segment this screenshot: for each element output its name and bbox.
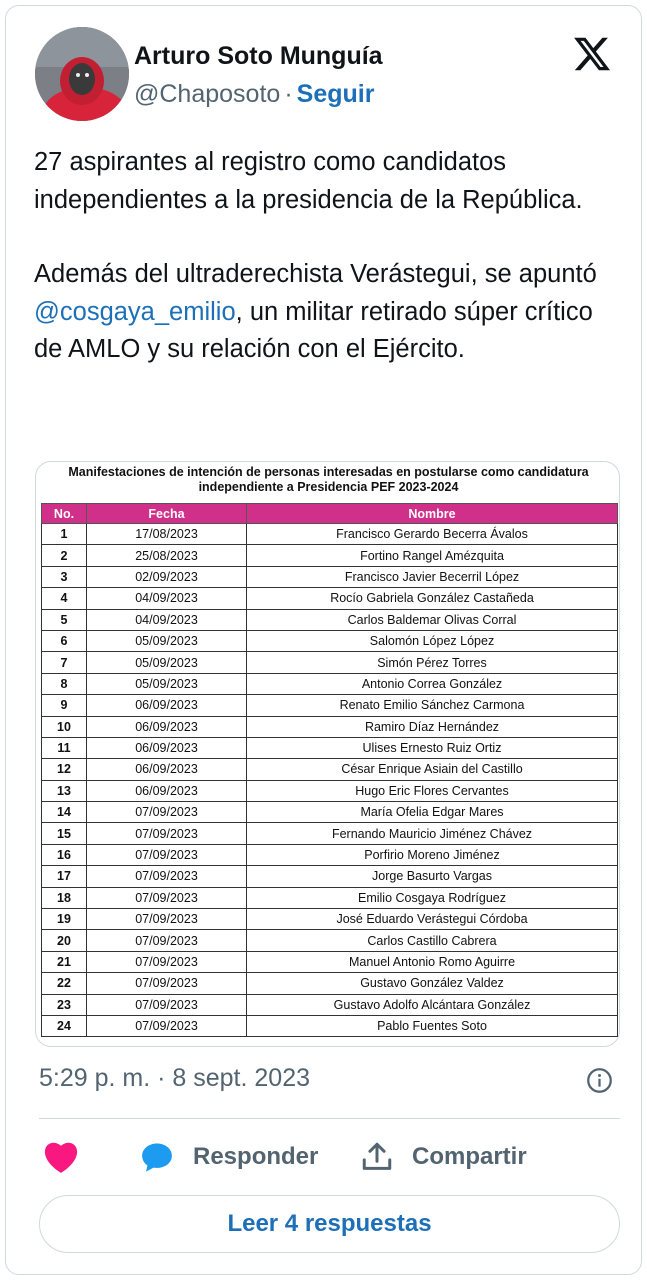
row-number: 24 xyxy=(42,1015,87,1036)
table-row xyxy=(42,630,618,651)
row-date: 06/09/2023 xyxy=(87,780,247,801)
row-number: 19 xyxy=(42,909,87,930)
table-row xyxy=(42,802,618,823)
row-name: José Eduardo Verástegui Córdoba xyxy=(247,909,618,930)
row-date: 05/09/2023 xyxy=(87,630,247,651)
row-date: 04/09/2023 xyxy=(87,609,247,630)
row-number: 7 xyxy=(42,652,87,673)
table-body xyxy=(42,524,618,1037)
row-name: Antonio Correa González xyxy=(247,673,618,694)
tweet-image[interactable] xyxy=(35,461,620,1047)
document-title-line-1: Manifestaciones de intención de personas interesadas en postularse como candidatura xyxy=(68,465,589,479)
avatar[interactable] xyxy=(35,27,129,121)
table-row xyxy=(42,1015,618,1036)
row-number: 1 xyxy=(42,524,87,545)
row-date: 04/09/2023 xyxy=(87,588,247,609)
table-row xyxy=(42,652,618,673)
row-date: 06/09/2023 xyxy=(87,695,247,716)
row-date: 07/09/2023 xyxy=(87,1015,247,1036)
mention-link[interactable]: @cosgaya_emilio xyxy=(34,297,236,326)
row-date: 05/09/2023 xyxy=(87,673,247,694)
row-name: Gustavo González Valdez xyxy=(247,973,618,994)
header-no: No. xyxy=(42,504,87,524)
row-date: 07/09/2023 xyxy=(87,802,247,823)
follow-button[interactable]: Seguir xyxy=(296,80,375,108)
row-number: 20 xyxy=(42,930,87,951)
share-label: Compartir xyxy=(412,1143,527,1170)
table-row xyxy=(42,909,618,930)
row-number: 23 xyxy=(42,994,87,1015)
info-icon[interactable] xyxy=(586,1067,613,1094)
row-number: 2 xyxy=(42,545,87,566)
document-title-line-2: independiente a Presidencia PEF 2023-2024 xyxy=(198,480,459,494)
row-number: 6 xyxy=(42,630,87,651)
row-date: 07/09/2023 xyxy=(87,866,247,887)
row-date: 06/09/2023 xyxy=(87,759,247,780)
row-name: Hugo Eric Flores Cervantes xyxy=(247,780,618,801)
table-row xyxy=(42,737,618,758)
row-date: 07/09/2023 xyxy=(87,951,247,972)
x-logo-icon[interactable] xyxy=(571,34,613,74)
document-title xyxy=(36,465,620,495)
row-name: César Enrique Asiain del Castillo xyxy=(247,759,618,780)
reply-label: Responder xyxy=(193,1143,319,1170)
row-name: Fortino Rangel Amézquita xyxy=(247,545,618,566)
table-row xyxy=(42,524,618,545)
separator: · xyxy=(284,80,293,108)
table-row xyxy=(42,588,618,609)
row-name: Carlos Baldemar Olivas Corral xyxy=(247,609,618,630)
handle-row xyxy=(134,80,374,109)
like-button[interactable] xyxy=(43,1139,79,1175)
registrants-table xyxy=(41,503,618,1037)
row-name: Porfirio Moreno Jiménez xyxy=(247,844,618,865)
table-row xyxy=(42,930,618,951)
row-date: 02/09/2023 xyxy=(87,566,247,587)
row-date: 07/09/2023 xyxy=(87,930,247,951)
row-number: 13 xyxy=(42,780,87,801)
table-row xyxy=(42,994,618,1015)
row-date: 07/09/2023 xyxy=(87,994,247,1015)
row-number: 21 xyxy=(42,951,87,972)
divider xyxy=(39,1118,620,1119)
row-number: 17 xyxy=(42,866,87,887)
table-row xyxy=(42,823,618,844)
row-number: 5 xyxy=(42,609,87,630)
table-row xyxy=(42,844,618,865)
row-number: 16 xyxy=(42,844,87,865)
row-name: María Ofelia Edgar Mares xyxy=(247,802,618,823)
heart-icon xyxy=(43,1140,79,1174)
tweet-text-before-mention: Además del ultraderechista Verástegui, se apuntó xyxy=(34,260,597,288)
row-name: Simón Pérez Torres xyxy=(247,652,618,673)
row-name: Emilio Cosgaya Rodríguez xyxy=(247,887,618,908)
row-name: Ulises Ernesto Ruiz Ortiz xyxy=(247,737,618,758)
row-number: 22 xyxy=(42,973,87,994)
row-name: Francisco Javier Becerril López xyxy=(247,566,618,587)
row-number: 18 xyxy=(42,887,87,908)
row-name: Renato Emilio Sánchez Carmona xyxy=(247,695,618,716)
table-row xyxy=(42,609,618,630)
table-row xyxy=(42,545,618,566)
row-name: Rocío Gabriela González Castañeda xyxy=(247,588,618,609)
row-number: 12 xyxy=(42,759,87,780)
table-row xyxy=(42,887,618,908)
row-number: 9 xyxy=(42,695,87,716)
reply-button[interactable] xyxy=(139,1139,318,1175)
table-row xyxy=(42,973,618,994)
row-date: 06/09/2023 xyxy=(87,716,247,737)
table-row xyxy=(42,673,618,694)
header-nombre: Nombre xyxy=(247,504,618,524)
table-row xyxy=(42,951,618,972)
tweet-card xyxy=(5,5,642,1275)
tweet-paragraph-2 xyxy=(34,256,614,369)
row-number: 3 xyxy=(42,566,87,587)
table-row xyxy=(42,566,618,587)
row-date: 07/09/2023 xyxy=(87,887,247,908)
row-name: Ramiro Díaz Hernández xyxy=(247,716,618,737)
row-name: Fernando Mauricio Jiménez Chávez xyxy=(247,823,618,844)
row-name: Manuel Antonio Romo Aguirre xyxy=(247,951,618,972)
row-date: 07/09/2023 xyxy=(87,973,247,994)
reply-bubble-icon xyxy=(139,1140,175,1174)
tweet-paragraph-1: 27 aspirantes al registro como candidatos independientes a la presidencia de la República. xyxy=(34,148,583,214)
row-date: 06/09/2023 xyxy=(87,737,247,758)
row-number: 11 xyxy=(42,737,87,758)
row-date: 25/08/2023 xyxy=(87,545,247,566)
row-name: Jorge Basurto Vargas xyxy=(247,866,618,887)
table-row xyxy=(42,695,618,716)
tweet-text-after-mention: , un militar retirado súper crítico de AMLO y su relación con el Ejército. xyxy=(34,297,593,363)
row-number: 14 xyxy=(42,802,87,823)
row-date: 17/08/2023 xyxy=(87,524,247,545)
author-handle[interactable]: @Chaposoto xyxy=(134,80,281,108)
table-row xyxy=(42,716,618,737)
share-button[interactable] xyxy=(360,1139,527,1175)
row-number: 10 xyxy=(42,716,87,737)
row-number: 8 xyxy=(42,673,87,694)
tweet-timestamp[interactable]: 5:29 p. m. · 8 sept. 2023 xyxy=(39,1064,310,1092)
row-date: 07/09/2023 xyxy=(87,909,247,930)
read-replies-button[interactable]: Leer 4 respuestas xyxy=(39,1195,620,1253)
row-number: 4 xyxy=(42,588,87,609)
row-name: Salomón López López xyxy=(247,630,618,651)
row-name: Gustavo Adolfo Alcántara González xyxy=(247,994,618,1015)
row-date: 07/09/2023 xyxy=(87,823,247,844)
row-name: Carlos Castillo Cabrera xyxy=(247,930,618,951)
header-fecha: Fecha xyxy=(87,504,247,524)
table-row xyxy=(42,759,618,780)
table-row xyxy=(42,780,618,801)
row-number: 15 xyxy=(42,823,87,844)
row-date: 07/09/2023 xyxy=(87,844,247,865)
author-name[interactable]: Arturo Soto Munguía xyxy=(134,42,383,70)
table-header-row xyxy=(42,504,618,524)
row-date: 05/09/2023 xyxy=(87,652,247,673)
row-name: Pablo Fuentes Soto xyxy=(247,1015,618,1036)
tweet-text xyxy=(34,144,614,369)
table-row xyxy=(42,866,618,887)
row-name: Francisco Gerardo Becerra Ávalos xyxy=(247,524,618,545)
share-icon xyxy=(360,1140,394,1174)
